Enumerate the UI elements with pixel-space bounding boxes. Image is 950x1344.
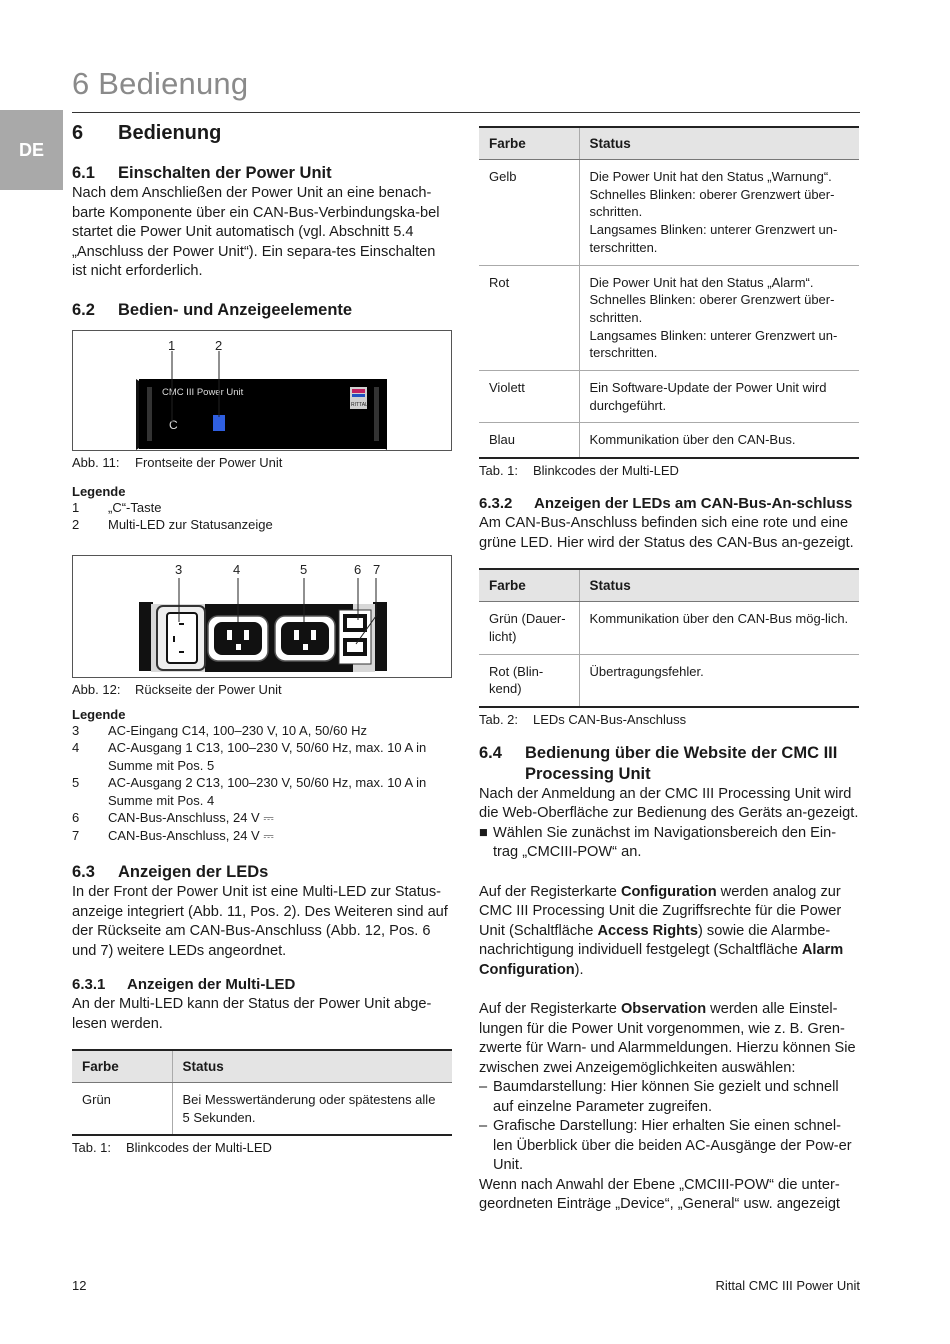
figure-front-panel <box>72 330 452 451</box>
table-row: Gelb Die Power Unit hat den Status „Warnung“. Schnelles Blinken: oberer Grenzwert über-schritten. Langsames Blinken: unterer Grenzwert un-terschritten. <box>479 160 859 266</box>
callout-6: 6 <box>354 561 362 577</box>
square-bullet-icon: ■ <box>479 824 488 841</box>
table-can-bus-leds <box>479 568 859 708</box>
section-number: 6 <box>72 122 84 144</box>
section-title: Einschalten der Power Unit <box>118 164 332 182</box>
legend-item: 1 „C“-Taste <box>72 499 162 515</box>
section-6-3-1-heading <box>72 975 452 995</box>
section-number: 6.3 <box>72 863 95 881</box>
section-title: Anzeigen der Multi-LED <box>127 976 296 993</box>
caption-number: Tab. 1: <box>479 463 519 479</box>
svg-text:RITTAL: RITTAL <box>351 401 368 408</box>
footer-product: Rittal CMC III Power Unit <box>715 1278 860 1293</box>
legend-item: 4 AC-Ausgang 1 C13, 100–230 V, 50/60 Hz, max. 10 A in Summe mit Pos. 5 <box>72 740 427 773</box>
figure-12-caption <box>72 682 452 697</box>
section-title: Bedienung über die Website der CMC III Processing Unit <box>525 743 838 783</box>
table-multi-led-part1 <box>72 1049 452 1136</box>
section-title: Bedienung <box>118 122 222 144</box>
table-header-row: Farbe Status <box>72 1050 452 1083</box>
c-key: C <box>169 417 178 432</box>
caption-text: Frontseite der Power Unit <box>135 454 283 470</box>
legend-title: Legende <box>72 706 126 722</box>
legend-title: Legende <box>72 483 126 499</box>
caption-text: LEDs CAN-Bus-Anschluss <box>533 711 687 727</box>
section-6-heading <box>72 122 452 145</box>
paragraph-observation: Auf der Registerkarte Observation werden alle Einstel-lungen für die Power Unit vorgenommen, wie z. B. Gren-zwerte für Warn- und Alarmmeldungen. Hierzu können Sie zwischen zwei Anzeigemöglichkeiten auswählen: <box>479 1001 856 1076</box>
section-number: 6.4 <box>479 743 502 762</box>
page-number: 12 <box>72 1278 87 1293</box>
table-header-row: Farbe Status <box>479 569 859 602</box>
legend-item: 6 CAN-Bus-Anschluss, 24 V ⎓ <box>72 810 274 825</box>
legend-item: 5 AC-Ausgang 2 C13, 100–230 V, 50/60 Hz, max. 10 A in Summe mit Pos. 4 <box>72 775 427 808</box>
table-row: Grün (Dauer-licht) Kommunikation über den CAN-Bus mög-lich. <box>479 602 859 654</box>
figure-11-caption <box>72 455 452 470</box>
front-panel-illustration <box>73 331 451 450</box>
caption-number: Abb. 12: <box>72 681 121 697</box>
multi-led <box>213 415 225 431</box>
rear-panel-illustration <box>73 556 451 677</box>
right-column <box>479 126 859 1215</box>
caption-text: Rückseite der Power Unit <box>135 681 282 697</box>
table-header-row: Farbe Status <box>479 127 859 160</box>
section-number: 6.1 <box>72 164 95 182</box>
paragraph-configuration: Auf der Registerkarte Configuration werden analog zur CMC III Processing Unit die Zugriffsrechte für die Power Unit (Schaltfläche Access Rights) sowie die Alarmbe-nachrichtigung individuell festgelegt (Schaltfläche Alarm Configuration). <box>479 883 844 978</box>
table-row: Violett Ein Software-Update der Power Unit wird durchgeführt. <box>479 371 859 423</box>
left-column <box>72 118 452 1155</box>
table-multi-led-part2 <box>479 126 859 459</box>
device-label: CMC III Power Unit <box>162 386 244 398</box>
callout-4: 4 <box>233 561 241 577</box>
section-number: 6.3.2 <box>479 495 513 513</box>
table-row: Rot Die Power Unit hat den Status „Alarm“. Schnelles Blinken: oberer Grenzwert über-schritten. Langsames Blinken: unterer Grenzwert un-terschritten. <box>479 265 859 371</box>
table-1-caption <box>479 463 859 478</box>
instruction-item: ■ Wählen Sie zunächst im Navigationsbereich den Ein-trag „CMCIII-POW“ an. <box>479 824 859 863</box>
callout-5: 5 <box>300 561 308 577</box>
section-6-3-heading <box>72 862 452 883</box>
section-title: Bedien- und Anzeigeelemente <box>118 300 353 319</box>
section-6-2-heading <box>72 300 452 321</box>
dash-list-item: – Baumdarstellung: Hier können Sie gezielt und schnell auf einzelne Parameter zugreifen. <box>479 1079 839 1115</box>
callout-2: 2 <box>215 337 223 353</box>
table-row: Blau Kommunikation über den CAN-Bus. <box>479 423 859 458</box>
callout-1: 1 <box>168 337 176 353</box>
section-6-4-heading <box>479 743 859 785</box>
chapter-header-title: 6 Bedienung <box>72 66 249 101</box>
section-6-1-text: Nach dem Anschließen der Power Unit an eine benach-barte Komponente über ein CAN-Bus-Verbindungska-bel startet die Power Unit automatisch (vgl. Abschnitt 5.4 „Anschluss der Power Unit“). Ein separa-tes Einschalten ist nicht erforderlich. <box>72 185 440 279</box>
header-rule <box>72 112 860 113</box>
section-number: 6.2 <box>72 300 95 319</box>
section-number: 6.3.1 <box>72 976 106 993</box>
legend-item: 2 Multi-LED zur Statusanzeige <box>72 517 273 532</box>
caption-number: Tab. 1: <box>72 1140 112 1156</box>
section-6-3-2-heading <box>479 494 859 514</box>
caption-text: Blinkcodes der Multi-LED <box>533 463 679 479</box>
section-6-3-1-text: An der Multi-LED kann der Status der Power Unit abge-lesen werden. <box>72 996 432 1032</box>
section-title: Anzeigen der LEDs <box>118 863 269 881</box>
section-6-4-text: Nach der Anmeldung an der CMC III Processing Unit wird die Web-Oberfläche zur Bedienung des Geräts an-gezeigt. <box>479 785 859 822</box>
table-1-caption <box>72 1140 452 1155</box>
callout-7: 7 <box>373 561 381 577</box>
figure-rear-panel <box>72 555 452 678</box>
legend-item: 7 CAN-Bus-Anschluss, 24 V ⎓ <box>72 827 274 843</box>
table-2-caption <box>479 712 859 727</box>
section-6-3-2-text: Am CAN-Bus-Anschluss befinden sich eine rote und eine grüne LED. Hier wird der Status des CAN-Bus an-gezeigt. <box>479 515 854 551</box>
callout-3: 3 <box>175 561 183 577</box>
caption-number: Tab. 2: <box>479 711 519 727</box>
table-row: Grün Bei Messwertänderung oder spätestens alle 5 Sekunden. <box>72 1083 452 1136</box>
section-6-3-text: In der Front der Power Unit ist eine Multi-LED zur Status-anzeige integriert (Abb. 11, Pos. 2). Des Weiteren sind auf der Rückseite am CAN-Bus-Anschluss (Abb. 12, Pos. 6 und 7) weitere LEDs angeordnet. <box>72 884 448 959</box>
dash-list-item: – Grafische Darstellung: Hier erhalten Sie einen schnel-len Überblick über die beiden AC-Ausgänge der Pow-er Unit. <box>479 1118 852 1174</box>
section-6-1-heading <box>72 163 452 184</box>
caption-number: Abb. 11: <box>72 454 120 470</box>
language-tab: DE <box>0 110 63 190</box>
closing-text: Wenn nach Anwahl der Ebene „CMCIII-POW“ die unter-geordneten Einträge „Device“, „General“ usw. angezeigt <box>479 1176 840 1213</box>
legend-item: 3 AC-Eingang C14, 100–230 V, 10 A, 50/60 Hz <box>72 722 367 738</box>
section-title: Anzeigen der LEDs am CAN-Bus-An-schluss <box>534 495 853 513</box>
table-row: Rot (Blin-kend) Übertragungsfehler. <box>479 654 859 707</box>
caption-text: Blinkcodes der Multi-LED <box>126 1140 272 1156</box>
